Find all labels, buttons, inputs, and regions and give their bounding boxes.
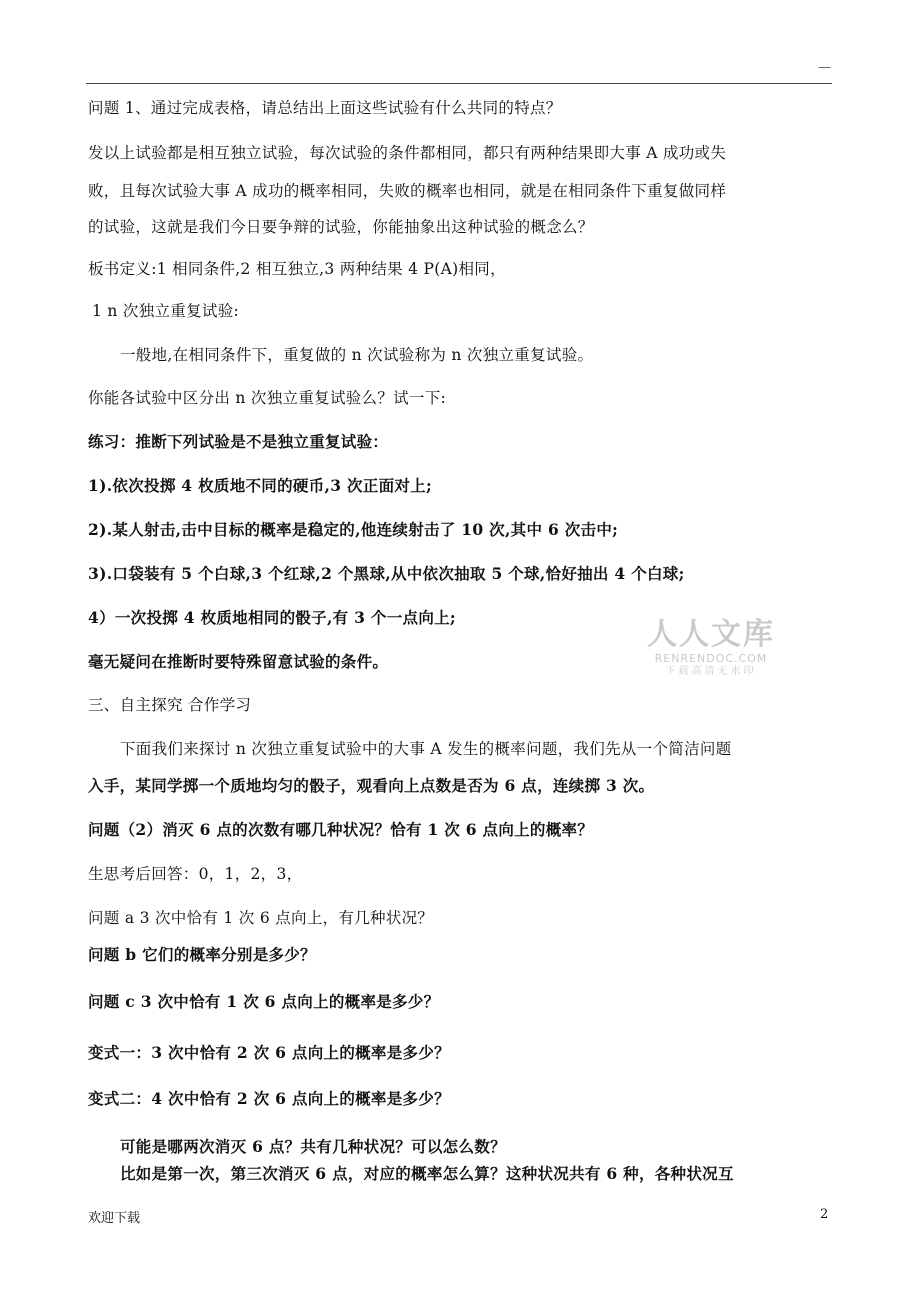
answer-line-1: 发以上试验都是相互独立试验，每次试验的条件都相同，都只有两种结果即大事 A 成功或失 bbox=[88, 144, 727, 162]
question-2: 问题（2）消灭 6 点的次数有哪几种状况？恰有 1 次 6 点向上的概率？ bbox=[88, 820, 594, 839]
exercise-item-4: 4）一次投掷 4 枚质地相同的骰子,有 3 个一点向上; bbox=[88, 608, 456, 627]
exploration-line-1: 下面我们来探讨 n 次独立重复试验中的大事 A 发生的概率问题，我们先从一个简洁问题 bbox=[120, 740, 732, 758]
exercise-item-3: 3).口袋装有 5 个白球,3 个红球,2 个黑球,从中依次抽取 5 个球,恰好抽出 4 个白球; bbox=[88, 564, 685, 583]
exercise-item-2: 2).某人射击,击中目标的概率是稳定的,他连续射击了 10 次,其中 6 次击中; bbox=[88, 520, 619, 539]
board-definition: 板书定义:1 相同条件,2 相互独立,3 两种结果 4 P(A)相同， bbox=[88, 260, 506, 278]
exploration-line-2: 入手，某同学掷一个质地均匀的骰子，观看向上点数是否为 6 点，连续掷 3 次。 bbox=[88, 776, 655, 795]
page-number: 2 bbox=[820, 1207, 829, 1222]
student-answer: 生思考后回答：0，1，2，3， bbox=[88, 865, 303, 883]
answer-line-2: 败，且每次试验大事 A 成功的概率相同，失败的概率也相同，就是在相同条件下重复做同样 bbox=[88, 182, 727, 200]
hint-line-1: 可能是哪两次消灭 6 点？共有几种状况？可以怎么数？ bbox=[120, 1137, 506, 1156]
exercise-item-1: 1).依次投掷 4 枚质地不同的硬币,3 次正面对上; bbox=[88, 476, 432, 495]
definition-text: 一般地,在相同条件下，重复做的 n 次试验称为 n 次独立重复试验。 bbox=[120, 346, 594, 364]
footer-text: 欢迎下载 bbox=[88, 1211, 141, 1226]
exercise-note: 毫无疑问在推断时要特殊留意试验的条件。 bbox=[88, 652, 389, 671]
question-1: 问题 1、通过完成表格，请总结出上面这些试验有什么共同的特点？ bbox=[88, 99, 562, 117]
prompt-text: 你能各试验中区分出 n 次独立重复试验么？试一下: bbox=[88, 389, 447, 407]
hint-line-2: 比如是第一次，第三次消灭 6 点，对应的概率怎么算？这种状况共有 6 种，各种状况互 bbox=[120, 1164, 734, 1183]
question-c: 问题 c 3 次中恰有 1 次 6 点向上的概率是多少？ bbox=[88, 992, 440, 1011]
section-heading-1: 1 n 次独立重复试验: bbox=[92, 302, 240, 320]
header-rule bbox=[86, 83, 832, 84]
question-a: 问题 a 3 次中恰有 1 次 6 点向上，有几种状况？ bbox=[88, 909, 434, 927]
watermark-tagline: 下载高清无水印 bbox=[665, 666, 757, 677]
answer-line-3: 的试验，这就是我们今日要争辩的试验，你能抽象出这种试验的概念么？ bbox=[88, 218, 594, 236]
watermark-logo: 人人文库 bbox=[647, 617, 775, 652]
section-heading-3: 三、自主探究 合作学习 bbox=[88, 696, 252, 714]
exercise-title: 练习：推断下列试验是不是独立重复试验： bbox=[88, 432, 389, 451]
variant-2: 变式二：4 次中恰有 2 次 6 点向上的概率是多少？ bbox=[88, 1089, 450, 1108]
variant-1: 变式一：3 次中恰有 2 次 6 点向上的概率是多少？ bbox=[88, 1043, 450, 1062]
watermark bbox=[646, 618, 776, 678]
question-b: 问题 b 它们的概率分别是多少？ bbox=[88, 945, 316, 964]
watermark-url: RENRENDOC.COM bbox=[654, 652, 768, 665]
header-mark: — bbox=[818, 60, 831, 75]
